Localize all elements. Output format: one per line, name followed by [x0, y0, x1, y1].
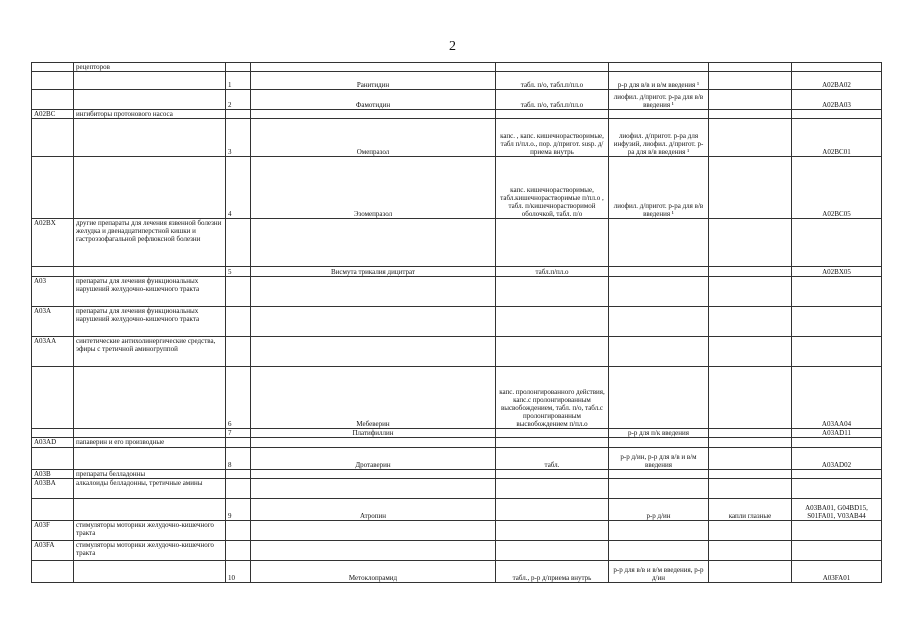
dosage-form [496, 521, 609, 541]
page-number: 2 [449, 39, 456, 54]
atc-code: A02BC05 [792, 157, 882, 219]
item-number [226, 307, 251, 337]
atc-group-code: A03B [32, 470, 74, 479]
group-name: другие препараты для лечения язвенной болезни желудка и двенадцатиперстной кишки и гастроэзофагальной рефлюксной болезни [74, 219, 226, 267]
item-number: 8 [226, 448, 251, 470]
drug-name: Висмута трикалия дицитрат [251, 267, 496, 277]
dosage-form [496, 337, 609, 367]
table-row [32, 90, 882, 110]
dosage-form-other [709, 157, 792, 219]
dosage-form-other [709, 90, 792, 110]
dosage-form [496, 429, 609, 438]
atc-group-code: A02BC [32, 110, 74, 119]
table-row [32, 110, 882, 119]
atc-group-code [32, 367, 74, 429]
atc-code [792, 479, 882, 499]
item-number [226, 479, 251, 499]
atc-code: A02BA03 [792, 90, 882, 110]
group-name: ингибиторы протонового насоса [74, 110, 226, 119]
item-number: 9 [226, 499, 251, 521]
item-number [226, 277, 251, 307]
drug-list-table [31, 62, 882, 583]
drug-name: Дротаверин [251, 448, 496, 470]
dosage-form-other [709, 119, 792, 157]
atc-code: A02BC01 [792, 119, 882, 157]
dosage-form-other [709, 429, 792, 438]
drug-name [251, 470, 496, 479]
atc-code: A03FA01 [792, 561, 882, 583]
atc-code: A03AD02 [792, 448, 882, 470]
dosage-form-other: капли глазные [709, 499, 792, 521]
dosage-form-injection: р-р для п/к введения [609, 429, 709, 438]
table-body [32, 63, 882, 583]
dosage-form [496, 277, 609, 307]
dosage-form-injection [609, 277, 709, 307]
drug-name [251, 63, 496, 72]
atc-group-code: A03AD [32, 438, 74, 448]
group-name [74, 429, 226, 438]
drug-name: Омепразол [251, 119, 496, 157]
dosage-form-other [709, 267, 792, 277]
item-number: 6 [226, 367, 251, 429]
group-name [74, 72, 226, 90]
item-number [226, 337, 251, 367]
table-row [32, 307, 882, 337]
atc-group-code [32, 90, 74, 110]
atc-code: A02BA02 [792, 72, 882, 90]
item-number: 4 [226, 157, 251, 219]
dosage-form-injection: р-р для в/в и в/м введения ¹ [609, 72, 709, 90]
dosage-form-other [709, 448, 792, 470]
dosage-form-injection: р-р д/ин, р-р для в/в и в/м введения [609, 448, 709, 470]
dosage-form [496, 438, 609, 448]
dosage-form-other [709, 561, 792, 583]
drug-name [251, 219, 496, 267]
table-row [32, 267, 882, 277]
item-number [226, 521, 251, 541]
dosage-form-injection [609, 337, 709, 367]
atc-code [792, 470, 882, 479]
atc-group-code: A03F [32, 521, 74, 541]
dosage-form [496, 479, 609, 499]
dosage-form [496, 470, 609, 479]
item-number: 3 [226, 119, 251, 157]
atc-code [792, 110, 882, 119]
atc-group-code [32, 267, 74, 277]
atc-code [792, 277, 882, 307]
dosage-form-injection: р-р для в/в и в/м введения, р-р д/ин [609, 561, 709, 583]
drug-name [251, 110, 496, 119]
item-number [226, 110, 251, 119]
dosage-form-other [709, 110, 792, 119]
dosage-form-injection [609, 438, 709, 448]
dosage-form-injection: р-р д/ин [609, 499, 709, 521]
dosage-form-injection [609, 367, 709, 429]
atc-group-code [32, 63, 74, 72]
drug-name [251, 307, 496, 337]
item-number: 2 [226, 90, 251, 110]
dosage-form-injection [609, 307, 709, 337]
drug-name [251, 541, 496, 561]
dosage-form-other [709, 307, 792, 337]
atc-group-code: A03BA [32, 479, 74, 499]
group-name: препараты белладонны [74, 470, 226, 479]
dosage-form-injection [609, 219, 709, 267]
drug-name [251, 479, 496, 499]
table-row [32, 438, 882, 448]
dosage-form-other [709, 367, 792, 429]
atc-code [792, 337, 882, 367]
item-number [226, 438, 251, 448]
dosage-form-injection: лиофил. д/пригот. р-ра для инфузий, лиофил. д/пригот. р-ра для в/в введения ¹ [609, 119, 709, 157]
atc-group-code [32, 561, 74, 583]
group-name: рецепторов [74, 63, 226, 72]
table-row [32, 63, 882, 72]
atc-group-code: A03AA [32, 337, 74, 367]
table-row [32, 367, 882, 429]
table-row [32, 72, 882, 90]
item-number [226, 219, 251, 267]
item-number: 10 [226, 561, 251, 583]
atc-code [792, 63, 882, 72]
table-row [32, 337, 882, 367]
table-row [32, 119, 882, 157]
group-name: папаверин и его производные [74, 438, 226, 448]
atc-group-code: A03 [32, 277, 74, 307]
drug-name [251, 521, 496, 541]
item-number: 1 [226, 72, 251, 90]
dosage-form-other [709, 277, 792, 307]
atc-group-code [32, 157, 74, 219]
dosage-form-other [709, 521, 792, 541]
item-number [226, 470, 251, 479]
table-row [32, 277, 882, 307]
group-name: стимуляторы моторики желудочно-кишечного тракта [74, 521, 226, 541]
group-name: препараты для лечения функциональных нарушений желудочно-кишечного тракта [74, 307, 226, 337]
dosage-form-other [709, 219, 792, 267]
dosage-form: табл., р-р д/приема внутрь [496, 561, 609, 583]
dosage-form-injection [609, 470, 709, 479]
group-name [74, 499, 226, 521]
drug-name [251, 277, 496, 307]
atc-code [792, 438, 882, 448]
atc-code [792, 541, 882, 561]
group-name: алкалоиды белладонны, третичные амины [74, 479, 226, 499]
dosage-form-other [709, 470, 792, 479]
dosage-form: капс. кишечнорастворимые, табл.кишечнорастворимые п/пл.о , табл. п/кишечнорастворимой оболочкой, табл. п/о [496, 157, 609, 219]
dosage-form-injection [609, 110, 709, 119]
atc-code: A02BX05 [792, 267, 882, 277]
table-row [32, 541, 882, 561]
dosage-form-injection [609, 479, 709, 499]
atc-group-code [32, 429, 74, 438]
atc-code [792, 521, 882, 541]
atc-code [792, 307, 882, 337]
dosage-form-other [709, 479, 792, 499]
group-name [74, 561, 226, 583]
table-row [32, 448, 882, 470]
atc-code: A03AA04 [792, 367, 882, 429]
dosage-form: табл. [496, 448, 609, 470]
dosage-form: капс. , капс. кишечнорастворимые, табл п/пл.о., пор. д/пригот. susp. д/приема внутрь [496, 119, 609, 157]
table-row [32, 499, 882, 521]
atc-group-code: A03FA [32, 541, 74, 561]
table-row [32, 157, 882, 219]
drug-name: Метоклопрамид [251, 561, 496, 583]
drug-name: Платифиллин [251, 429, 496, 438]
atc-group-code: A02BX [32, 219, 74, 267]
atc-code: A03AD11 [792, 429, 882, 438]
table-row [32, 470, 882, 479]
group-name [74, 157, 226, 219]
table-row [32, 219, 882, 267]
dosage-form-other [709, 72, 792, 90]
item-number: 5 [226, 267, 251, 277]
item-number [226, 541, 251, 561]
group-name [74, 267, 226, 277]
item-number [226, 63, 251, 72]
dosage-form [496, 110, 609, 119]
drug-name: Атропин [251, 499, 496, 521]
atc-group-code [32, 499, 74, 521]
dosage-form [496, 541, 609, 561]
dosage-form: табл. п/о, табл.п/пл.о [496, 72, 609, 90]
dosage-form [496, 63, 609, 72]
atc-group-code [32, 448, 74, 470]
group-name [74, 90, 226, 110]
drug-name [251, 438, 496, 448]
atc-code [792, 219, 882, 267]
dosage-form [496, 219, 609, 267]
drug-name: Фамотидин [251, 90, 496, 110]
dosage-form-injection [609, 521, 709, 541]
group-name: синтетические антихолинергические средства, эфиры с третичной аминогруппой [74, 337, 226, 367]
drug-name: Ранитидин [251, 72, 496, 90]
group-name [74, 367, 226, 429]
dosage-form: табл.п/пл.о [496, 267, 609, 277]
dosage-form-other [709, 337, 792, 367]
table-row [32, 429, 882, 438]
group-name: препараты для лечения функциональных нарушений желудочно-кишечного тракта [74, 277, 226, 307]
dosage-form-other [709, 438, 792, 448]
drug-name: Мебеверин [251, 367, 496, 429]
dosage-form-injection: лиофил. д/пригот. р-ра для в/в введения ¹ [609, 90, 709, 110]
dosage-form-injection [609, 63, 709, 72]
dosage-form [496, 307, 609, 337]
drug-name: Эзомепразол [251, 157, 496, 219]
dosage-form-injection: лиофил. д/пригот. р-ра для в/в введения ¹ [609, 157, 709, 219]
dosage-form-other [709, 541, 792, 561]
drug-name [251, 337, 496, 367]
table-row [32, 521, 882, 541]
group-name: стимуляторы моторики желудочно-кишечного тракта [74, 541, 226, 561]
group-name [74, 448, 226, 470]
table-row [32, 561, 882, 583]
atc-code: A03BA01, G04BD15, S01FA01, V03AB44 [792, 499, 882, 521]
table-row [32, 479, 882, 499]
dosage-form: капс. пролонгированного действия, капс.с пролонгированным высвобождением, табл. п/о, табл.с пролонгированным высвобождением п/пл.о [496, 367, 609, 429]
group-name [74, 119, 226, 157]
item-number: 7 [226, 429, 251, 438]
atc-group-code [32, 72, 74, 90]
dosage-form [496, 499, 609, 521]
dosage-form: табл. п/о, табл.п/пл.о [496, 90, 609, 110]
atc-group-code: A03A [32, 307, 74, 337]
dosage-form-injection [609, 541, 709, 561]
atc-group-code [32, 119, 74, 157]
dosage-form-injection [609, 267, 709, 277]
dosage-form-other [709, 63, 792, 72]
